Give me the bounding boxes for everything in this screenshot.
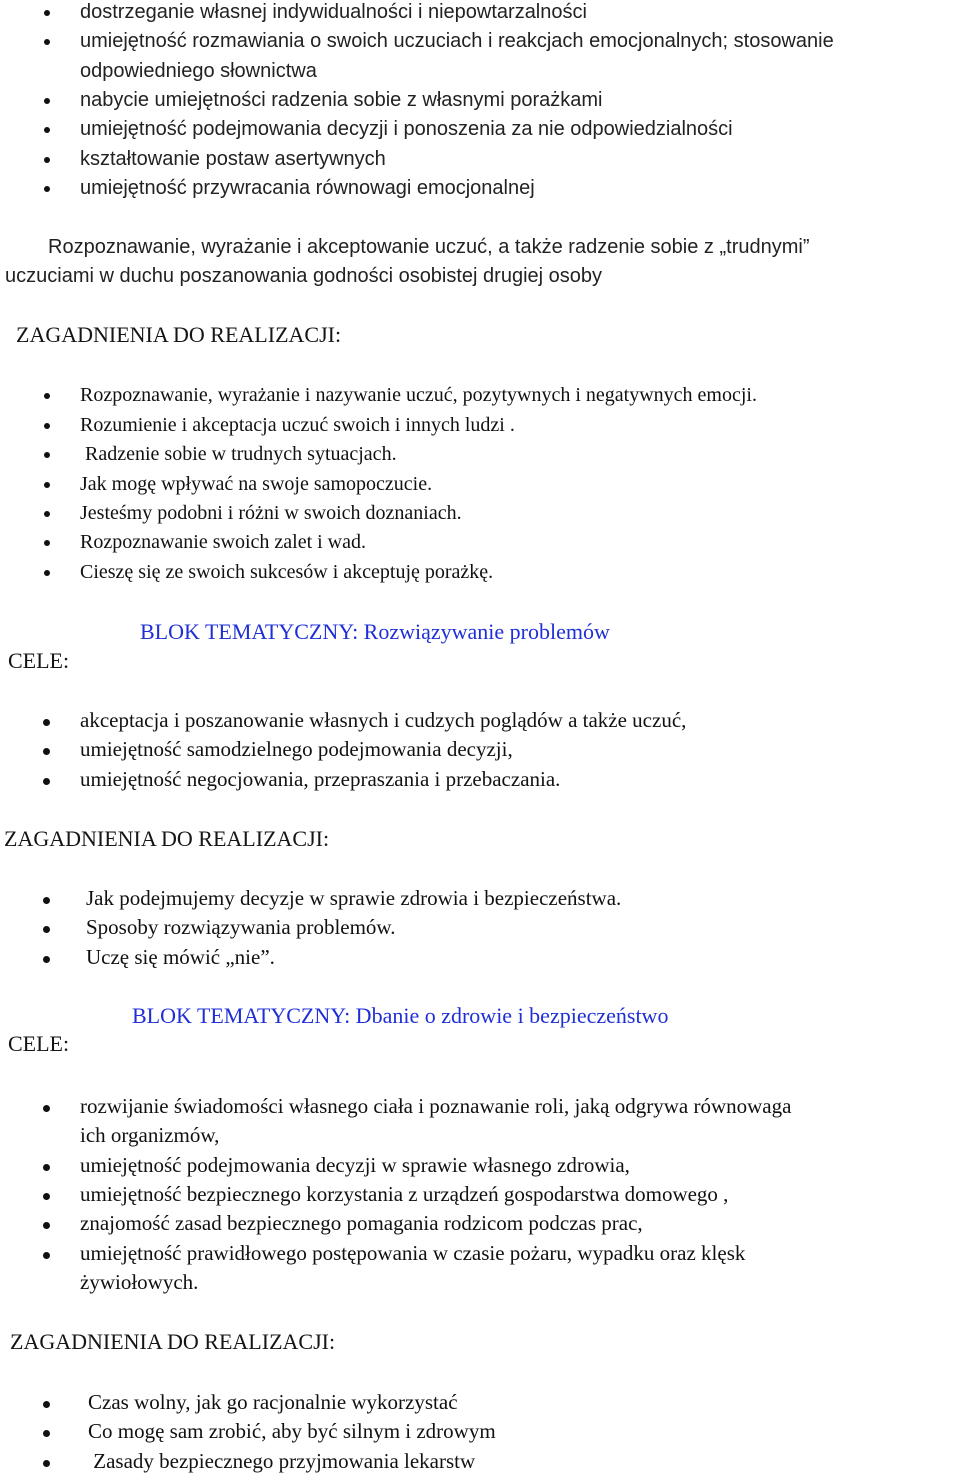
list-item: Czas wolny, jak go racjonalnie wykorzystać bbox=[88, 1390, 458, 1414]
list-item: Jak podejmujemy decyzje w sprawie zdrowia i bezpieczeństwa. bbox=[86, 886, 622, 910]
list-item: Jesteśmy podobni i różni w swoich doznaniach. bbox=[80, 502, 462, 524]
list-item: akceptacja i poszanowanie własnych i cudzych poglądów a także uczuć, bbox=[80, 708, 687, 732]
list-item: umiejętność samodzielnego podejmowania decyzji, bbox=[80, 737, 513, 761]
list-item-continuation: odpowiedniego słownictwa bbox=[80, 60, 317, 82]
bullet-icon bbox=[43, 719, 50, 726]
bullet-icon bbox=[44, 511, 50, 517]
block-title: BLOK TEMATYCZNY: Dbanie o zdrowie i bezpieczeństwo bbox=[132, 1003, 669, 1028]
bullet-icon bbox=[43, 926, 50, 933]
list-item: umiejętność negocjowania, przepraszania i przebaczania. bbox=[80, 767, 561, 791]
bullet-icon bbox=[43, 1164, 50, 1171]
bullet-icon bbox=[44, 540, 50, 546]
bullet-icon bbox=[43, 1105, 50, 1112]
bullet-icon bbox=[43, 956, 50, 963]
bullet-icon bbox=[43, 778, 50, 785]
list-item: umiejętność podejmowania decyzji i ponoszenia za nie odpowiedzialności bbox=[80, 118, 733, 140]
paragraph-line: Rozpoznawanie, wyrażanie i akceptowanie uczuć, a także radzenie sobie z „trudnymi” bbox=[48, 236, 810, 258]
list-item: Rozumienie i akceptacja uczuć swoich i innych ludzi . bbox=[80, 414, 515, 436]
bullet-icon bbox=[44, 10, 50, 16]
list-item: Rozpoznawanie swoich zalet i wad. bbox=[80, 531, 367, 553]
list-item: Cieszę się ze swoich sukcesów i akceptuję porażkę. bbox=[80, 561, 494, 583]
bullet-icon bbox=[44, 452, 50, 458]
block-title: BLOK TEMATYCZNY: Rozwiązywanie problemów bbox=[140, 619, 610, 644]
list-item: Radzenie sobie w trudnych sytuacjach. bbox=[80, 443, 397, 465]
list-item: umiejętność bezpiecznego korzystania z urządzeń gospodarstwa domowego , bbox=[80, 1182, 729, 1206]
bullet-icon bbox=[44, 482, 50, 488]
bullet-icon bbox=[44, 98, 50, 104]
bullet-icon bbox=[43, 1222, 50, 1229]
list-item: Co mogę sam zrobić, aby być silnym i zdrowym bbox=[88, 1419, 496, 1443]
list-item: znajomość zasad bezpiecznego pomagania rodzicom podczas prac, bbox=[80, 1211, 643, 1235]
bullet-icon bbox=[43, 1460, 50, 1467]
goals-label: CELE: bbox=[8, 648, 70, 673]
list-item: Zasady bezpiecznego przyjmowania lekarstw bbox=[88, 1449, 476, 1473]
topics-heading: ZAGADNIENIA DO REALIZACJI: bbox=[16, 322, 342, 347]
list-item: Uczę się mówić „nie”. bbox=[86, 945, 275, 969]
list-item: rozwijanie świadomości własnego ciała i poznawanie roli, jaką odgrywa równowaga bbox=[80, 1094, 792, 1118]
bullet-icon bbox=[44, 127, 50, 133]
bullet-icon bbox=[44, 157, 50, 163]
goals-label: CELE: bbox=[8, 1031, 70, 1056]
list-item: umiejętność prawidłowego postępowania w czasie pożaru, wypadku oraz klęsk bbox=[80, 1241, 746, 1265]
bullet-icon bbox=[43, 1193, 50, 1200]
list-item: Jak mogę wpływać na swoje samopoczucie. bbox=[80, 473, 433, 495]
bullet-icon bbox=[43, 1430, 50, 1437]
list-item-continuation: ich organizmów, bbox=[80, 1123, 220, 1147]
list-item: Rozpoznawanie, wyrażanie i nazywanie uczuć, pozytywnych i negatywnych emocji. bbox=[80, 384, 757, 406]
bullet-icon bbox=[44, 570, 50, 576]
bullet-icon bbox=[44, 423, 50, 429]
bullet-icon bbox=[43, 748, 50, 755]
bullet-icon bbox=[43, 1401, 50, 1408]
list-item: Sposoby rozwiązywania problemów. bbox=[86, 915, 396, 939]
topics-heading: ZAGADNIENIA DO REALIZACJI: bbox=[10, 1329, 336, 1354]
list-item: dostrzeganie własnej indywidualności i niepowtarzalności bbox=[80, 1, 587, 23]
topics-heading: ZAGADNIENIA DO REALIZACJI: bbox=[4, 826, 330, 851]
list-item: kształtowanie postaw asertywnych bbox=[80, 148, 386, 170]
paragraph-line: uczuciami w duchu poszanowania godności osobistej drugiej osoby bbox=[5, 265, 603, 287]
bullet-icon bbox=[44, 39, 50, 45]
list-item: umiejętność przywracania równowagi emocjonalnej bbox=[80, 177, 535, 199]
bullet-icon bbox=[43, 897, 50, 904]
list-item: umiejętność rozmawiania o swoich uczuciach i reakcjach emocjonalnych; stosowanie bbox=[80, 30, 834, 52]
list-item-continuation: żywiołowych. bbox=[80, 1270, 199, 1294]
bullet-icon bbox=[44, 186, 50, 192]
bullet-icon bbox=[43, 1252, 50, 1259]
bullet-icon bbox=[44, 393, 50, 399]
list-item: umiejętność podejmowania decyzji w sprawie własnego zdrowia, bbox=[80, 1153, 630, 1177]
list-item: nabycie umiejętności radzenia sobie z własnymi porażkami bbox=[80, 89, 603, 111]
